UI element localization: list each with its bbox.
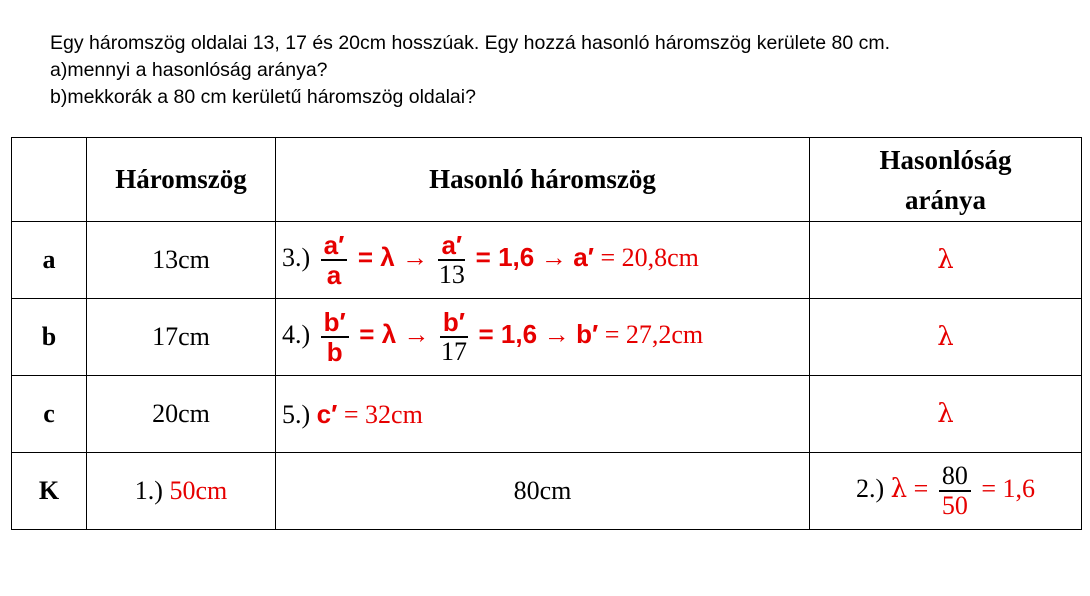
arrow: → bbox=[543, 319, 570, 349]
similar-perimeter: 80cm bbox=[276, 453, 810, 530]
fraction-prime-over-side bbox=[321, 231, 348, 289]
table-row-c bbox=[12, 376, 1082, 453]
step-number: 1.) bbox=[134, 476, 163, 505]
side-length: 13cm bbox=[87, 222, 276, 299]
fraction-prime-over-side bbox=[321, 308, 349, 366]
fraction-prime-over-number bbox=[440, 308, 468, 366]
problem-line-3: b)mekkorák a 80 cm kerületű háromszög oldalai? bbox=[50, 86, 476, 108]
computed-side: = 27,2cm bbox=[604, 319, 704, 349]
computed-side: = 32cm bbox=[343, 399, 423, 429]
fraction-prime-over-number bbox=[438, 231, 465, 289]
calculation bbox=[276, 222, 810, 299]
perimeter-value: 50cm bbox=[169, 476, 228, 505]
fraction-numerator: a′ bbox=[321, 231, 348, 261]
fraction-denominator: b bbox=[326, 337, 343, 367]
header-empty bbox=[12, 138, 87, 222]
ratio-result: 1,6 bbox=[1002, 473, 1035, 503]
table-row-perimeter bbox=[12, 453, 1082, 530]
step-number: 2.) bbox=[856, 473, 885, 503]
fraction-denominator: 17 bbox=[440, 337, 467, 366]
fraction-numerator: b′ bbox=[440, 308, 468, 338]
problem-line-2: a)mennyi a hasonlóság aránya? bbox=[50, 59, 328, 81]
step-number: 5.) bbox=[282, 399, 311, 429]
fraction-numerator: a′ bbox=[438, 231, 465, 261]
fraction-numerator: b′ bbox=[321, 308, 349, 338]
perimeter-cell bbox=[87, 453, 276, 530]
prime-label: a′ bbox=[573, 241, 594, 272]
equals-sign: = bbox=[913, 473, 929, 503]
row-label: b bbox=[12, 299, 87, 376]
problem-line-1: Egy háromszög oldalai 13, 17 és 20cm hosszúak. Egy hozzá hasonló háromszög kerülete 80 cm. bbox=[50, 32, 891, 54]
ratio-result: = 1,6 bbox=[478, 318, 538, 349]
ratio-calculation bbox=[810, 453, 1082, 530]
header-ratio bbox=[810, 138, 1082, 222]
calculation bbox=[276, 376, 810, 453]
row-label: K bbox=[12, 453, 87, 530]
step-number: 4.) bbox=[282, 319, 311, 349]
ratio-cell: λ bbox=[810, 222, 1082, 299]
computed-side: = 20,8cm bbox=[600, 242, 699, 272]
row-label: a bbox=[12, 222, 87, 299]
ratio-result: = 1,6 bbox=[475, 241, 535, 272]
table-header-row bbox=[12, 138, 1082, 222]
step-number: 3.) bbox=[282, 242, 311, 272]
table-row-a bbox=[12, 222, 1082, 299]
header-similar-triangle: Hasonló háromszög bbox=[276, 138, 810, 222]
arrow: → bbox=[540, 242, 567, 272]
fraction-numerator: 80 bbox=[939, 462, 971, 492]
fraction-denominator: 50 bbox=[941, 491, 968, 520]
equals-sign: = bbox=[981, 473, 996, 503]
solution-table bbox=[11, 137, 1082, 530]
fraction-denominator: a bbox=[326, 260, 342, 290]
problem-statement bbox=[50, 30, 890, 111]
header-ratio-line1: Hasonlóság bbox=[879, 144, 1012, 175]
side-length: 20cm bbox=[87, 376, 276, 453]
fraction-denominator: 13 bbox=[438, 260, 465, 289]
header-triangle: Háromszög bbox=[87, 138, 276, 222]
lambda-symbol: λ bbox=[890, 473, 908, 504]
table-row-b bbox=[12, 299, 1082, 376]
side-length: 17cm bbox=[87, 299, 276, 376]
ratio-cell: λ bbox=[810, 299, 1082, 376]
equals-lambda: = λ → bbox=[359, 318, 430, 349]
calculation bbox=[276, 299, 810, 376]
ratio-cell: λ bbox=[810, 376, 1082, 453]
prime-label: b′ bbox=[576, 318, 599, 349]
row-label: c bbox=[12, 376, 87, 453]
ratio-fraction bbox=[939, 462, 971, 520]
header-ratio-line2: aránya bbox=[905, 184, 986, 215]
prime-label: c′ bbox=[316, 398, 338, 429]
equals-lambda: = λ → bbox=[357, 241, 428, 272]
